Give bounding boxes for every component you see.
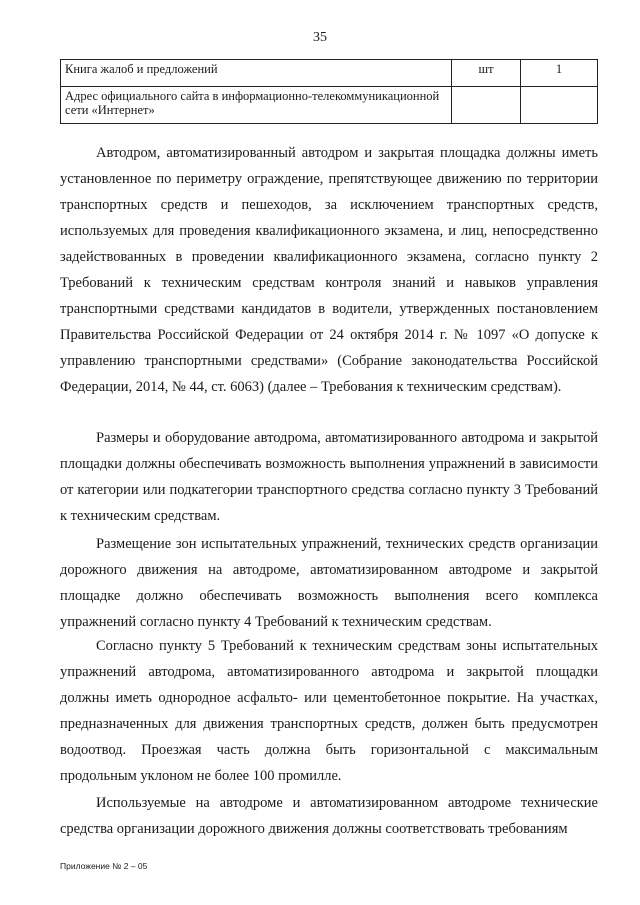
page-footer: Приложение № 2 – 05 — [60, 861, 148, 871]
body-paragraph — [60, 633, 598, 789]
table-cell-quantity — [521, 87, 598, 124]
paragraph-text: Размеры и оборудование автодрома, автоматизированного автодрома и закрытой площадки должны обеспечивать возможность выполнения упражнений в зависимости от категории или подкатегории транспортного средства согласно пункту 3 Требований к техническим средствам. — [60, 430, 598, 524]
table-cell-name: Адрес официального сайта в информационно-телекоммуникационной сети «Интернет» — [61, 87, 452, 124]
paragraph-text: Используемые на автодроме и автоматизированном автодроме технические средства организации дорожного движения должны соответствовать требованиям — [60, 795, 598, 837]
body-paragraph — [60, 790, 598, 842]
table-cell-unit — [452, 87, 521, 124]
table-row — [61, 60, 598, 87]
body-paragraph — [60, 425, 598, 529]
table-cell-quantity: 1 — [521, 60, 598, 87]
page-number: 35 — [313, 30, 327, 45]
paragraph-text: Размещение зон испытательных упражнений, технических средств организации дорожного движения на автодроме, автоматизированном автодроме и закрытой площадке должно обеспечивать возможность выполнения всего комплекса упражнений согласно пункту 4 Требований к техническим средствам. — [60, 536, 598, 630]
paragraph-text: Согласно пункту 5 Требований к техническим средствам зоны испытательных упражнений автодрома, автоматизированного автодрома и закрытой площадки должны иметь однородное асфальто- или цементобетонное покрытие. На участках, предназначенных для движения транспортных средств, должен быть предусмотрен водоотвод. Проезжая часть должна быть горизонтальной с максимальным продольным уклоном не более 100 промилле. — [60, 638, 598, 784]
table-row — [61, 87, 598, 124]
body-paragraph — [60, 140, 598, 400]
paragraph-text: Автодром, автоматизированный автодром и закрытая площадка должны иметь установленное по периметру ограждение, препятствующее движению по территории транспортных средств и пешеходов, за исключением транспортных средств, используемых для проведения квалификационного экзамена, и лиц, непосредственно задействованных в проведении квалификационного экзамена, согласно пункту 2 Требований к техническим средствам контроля знаний и навыков управления транспортными средствами кандидатов в водители, утвержденных постановлением Правительства Российской Федерации от 24 октября 2014 г. № 1097 «О допуске к управлению транспортными средствами» (Собрание законодательства Российской Федерации, 2014, № 44, ст. 6063) (далее – Требования к техническим средствам). — [60, 145, 598, 395]
equipment-table — [60, 59, 598, 124]
body-paragraph — [60, 531, 598, 635]
table-cell-name: Книга жалоб и предложений — [61, 60, 452, 87]
table-cell-unit: шт — [452, 60, 521, 87]
